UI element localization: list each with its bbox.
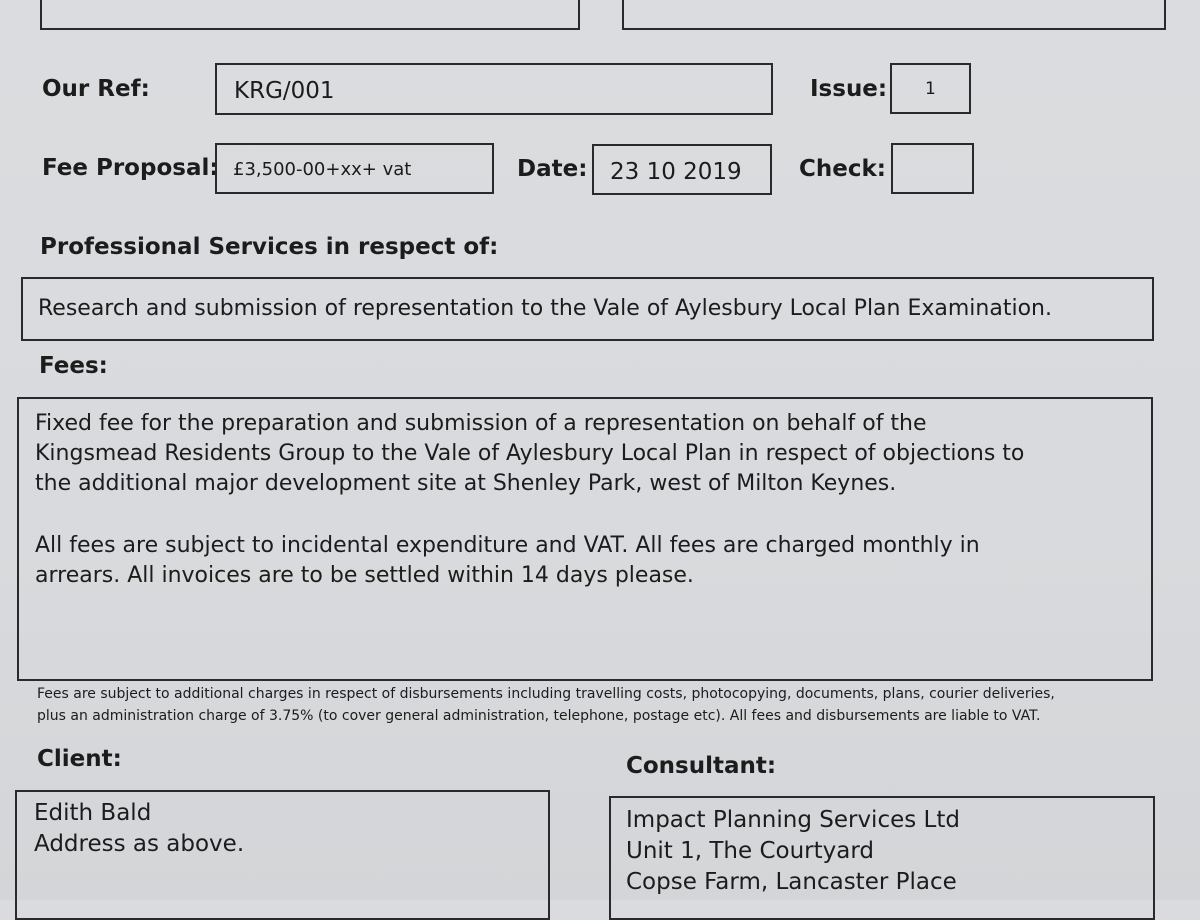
check-label: Check: — [799, 156, 886, 182]
fee-proposal-field[interactable] — [215, 143, 494, 194]
fees-heading: Fees: — [39, 353, 108, 379]
consultant-box — [609, 796, 1155, 920]
issue-value: 1 — [925, 79, 936, 99]
client-heading: Client: — [37, 746, 122, 772]
date-value: 23 10 2019 — [610, 159, 742, 185]
consultant-heading: Consultant: — [626, 753, 777, 779]
issue-label: Issue: — [810, 76, 888, 102]
our-ref-label: Our Ref: — [42, 76, 150, 102]
top-left-box — [40, 0, 580, 30]
issue-field[interactable] — [890, 63, 971, 114]
check-field[interactable] — [891, 143, 974, 194]
services-text: Research and submission of representation to the Vale of Aylesbury Local Plan Examination. — [38, 296, 1052, 321]
our-ref-value: KRG/001 — [234, 78, 335, 104]
our-ref-field[interactable] — [215, 63, 773, 115]
date-field[interactable] — [592, 144, 772, 195]
fees-paragraph-1: Fixed fee for the preparation and submission of a representation on behalf of the Kingsmead Residents Group to the Vale of Aylesbury Local Plan in respect of objections to the additional major development site at Shenley Park, west of Milton Keynes. — [35, 411, 1025, 496]
fee-proposal-value: £3,500-00+xx+ vat — [233, 159, 412, 180]
disclaimer-text: Fees are subject to additional charges in respect of disbursements including travelling costs, photocopying, documents, plans, courier deliveries, plus an administration charge of 3.75% (to cover general administration, telephone, postage etc). All fees and disbursements are liable to VAT. — [37, 686, 1055, 724]
top-right-box — [622, 0, 1166, 30]
date-label: Date: — [517, 156, 588, 182]
consultant-text: Impact Planning Services Ltd Unit 1, The Courtyard Copse Farm, Lancaster Place — [626, 807, 960, 895]
fees-box — [17, 397, 1153, 681]
services-heading: Professional Services in respect of: — [40, 234, 499, 260]
services-box — [21, 277, 1154, 341]
client-box — [15, 790, 550, 920]
fee-proposal-label: Fee Proposal: — [42, 155, 219, 181]
fees-paragraph-2: All fees are subject to incidental expenditure and VAT. All fees are charged monthly in arrears. All invoices are to be settled within 14 days please. — [35, 533, 980, 588]
client-text: Edith Bald Address as above. — [34, 800, 245, 857]
